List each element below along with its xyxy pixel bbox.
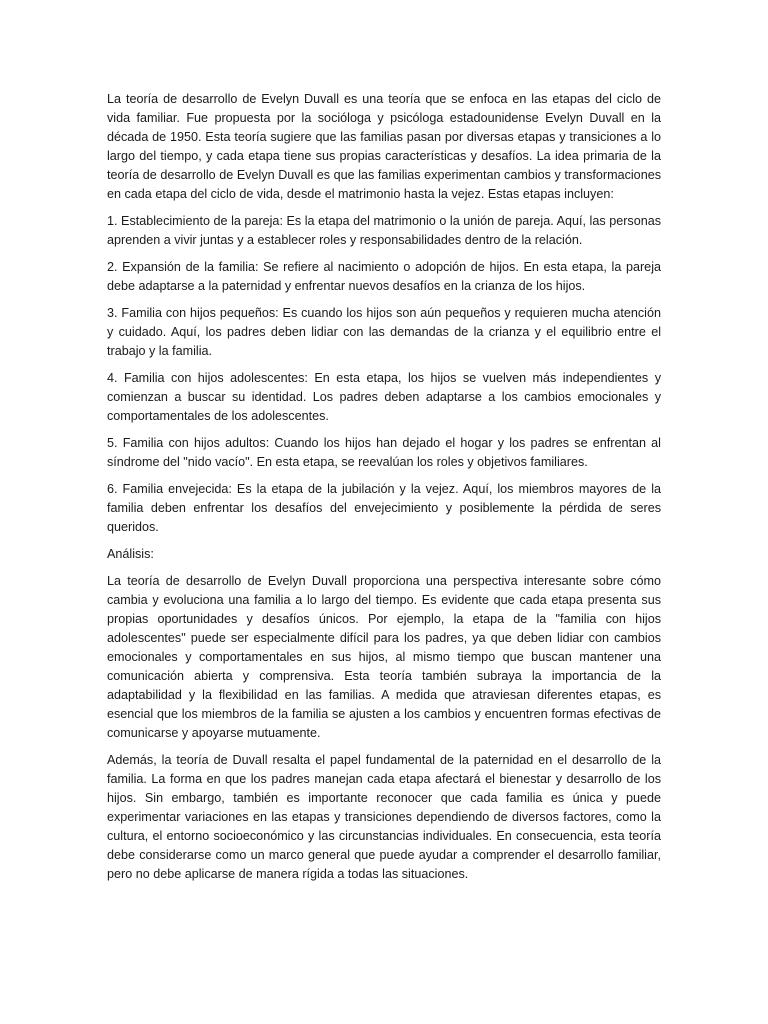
stage-1-paragraph: 1. Establecimiento de la pareja: Es la etapa del matrimonio o la unión de pareja. Aquí, las personas aprenden a vivir juntas y a establecer roles y responsabilidades dentro de la relación. — [107, 214, 661, 247]
document-body — [107, 90, 661, 892]
stage-5-paragraph: 5. Familia con hijos adultos: Cuando los hijos han dejado el hogar y los padres se enfrentan al síndrome del "nido vacío". En esta etapa, se reevalúan los roles y objetivos familiares. — [107, 436, 661, 469]
analysis-paragraph-2: Además, la teoría de Duvall resalta el papel fundamental de la paternidad en el desarrollo de la familia. La forma en que los padres manejan cada etapa afectará el bienestar y desarrollo de los hijos. Sin embargo, también es importante reconocer que cada familia es única y puede experimentar variaciones en las etapas y transiciones dependiendo de diversos factores, como la cultura, el entorno socioeconómico y las circunstancias individuales. En consecuencia, esta teoría debe considerarse como un marco general que puede ayudar a comprender el desarrollo familiar, pero no debe aplicarse de manera rígida a todas las situaciones. — [107, 753, 661, 881]
stage-4-paragraph: 4. Familia con hijos adolescentes: En esta etapa, los hijos se vuelven más independientes y comienzan a buscar su identidad. Los padres deben adaptarse a los cambios emocionales y comportamentales de los adolescentes. — [107, 371, 661, 423]
stage-2-paragraph: 2. Expansión de la familia: Se refiere al nacimiento o adopción de hijos. En esta etapa, la pareja debe adaptarse a la paternidad y enfrentar nuevos desafíos en la crianza de los hijos. — [107, 260, 661, 293]
analysis-heading: Análisis: — [107, 547, 154, 561]
analysis-paragraph-1: La teoría de desarrollo de Evelyn Duvall proporciona una perspectiva interesante sobre cómo cambia y evoluciona una familia a lo largo del tiempo. Es evidente que cada etapa presenta sus propias oportunidades y desafíos únicos. Por ejemplo, la etapa de la "familia con hijos adolescentes" puede ser especialmente difícil para los padres, ya que deben lidiar con cambios emocionales y comportamentales en sus hijos, al mismo tiempo que buscan mantener una comunicación abierta y comprensiva. Esta teoría también subraya la importancia de la adaptabilidad y la flexibilidad en las familias. A medida que atraviesan diferentes etapas, es esencial que los miembros de la familia se ajusten a los cambios y encuentren formas efectivas de comunicarse y apoyarse mutuamente. — [107, 574, 661, 740]
intro-paragraph: La teoría de desarrollo de Evelyn Duvall es una teoría que se enfoca en las etapas del ciclo de vida familiar. Fue propuesta por la socióloga y psicóloga estadounidense Evelyn Duvall en la década de 1950. Esta teoría sugiere que las familias pasan por diversas etapas y transiciones a lo largo del tiempo, y cada etapa tiene sus propias características y desafíos. La idea primaria de la teoría de desarrollo de Evelyn Duvall es que las familias experimentan cambios y transformaciones en cada etapa del ciclo de vida, desde el matrimonio hasta la vejez. Estas etapas incluyen: — [107, 92, 661, 201]
stage-6-paragraph: 6. Familia envejecida: Es la etapa de la jubilación y la vejez. Aquí, los miembros mayores de la familia deben enfrentar los desafíos del envejecimiento y posiblemente la pérdida de seres queridos. — [107, 482, 661, 534]
stage-3-paragraph: 3. Familia con hijos pequeños: Es cuando los hijos son aún pequeños y requieren mucha atención y cuidado. Aquí, los padres deben lidiar con las demandas de la crianza y el equilibrio entre el trabajo y la familia. — [107, 306, 661, 358]
